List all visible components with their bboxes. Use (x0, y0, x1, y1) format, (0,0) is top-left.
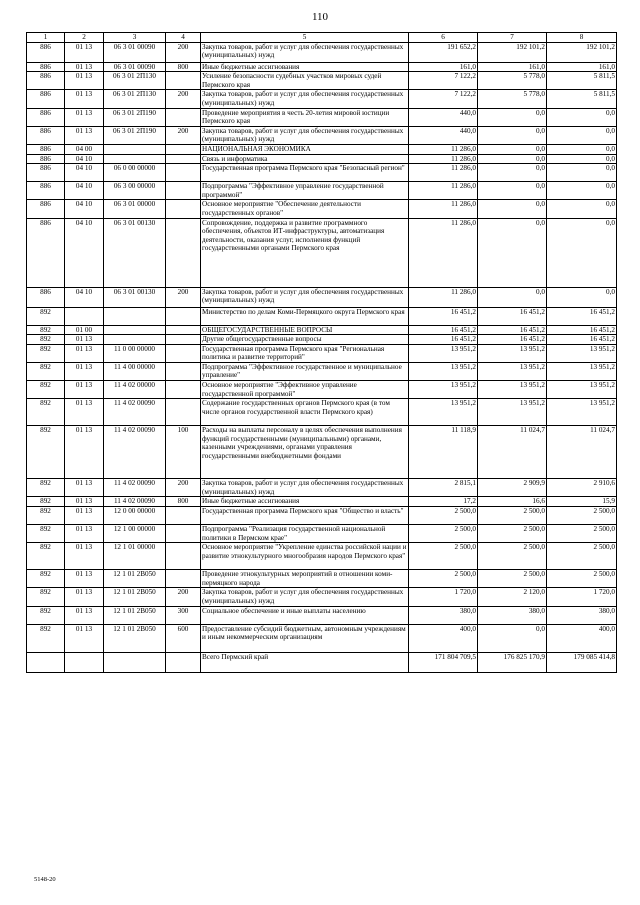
amount-col8: 380,0 (547, 606, 617, 624)
amount-col8: 0,0 (547, 218, 617, 287)
ved-code: 886 (27, 144, 65, 154)
section-code: 01 13 (65, 42, 104, 62)
section-code: 01 13 (65, 72, 104, 90)
ved-code: 892 (27, 507, 65, 525)
amount-col6: 191 652,2 (409, 42, 478, 62)
target-code: 12 1 01 2В050 (104, 624, 166, 652)
item-name: Связь и информатика (201, 154, 409, 164)
target-code (104, 335, 166, 345)
target-code: 06 3 01 00130 (104, 287, 166, 307)
ved-code (27, 652, 65, 672)
table-row (27, 108, 617, 126)
table-row (27, 154, 617, 164)
expense-type (166, 200, 201, 218)
item-name: Основное мероприятие "Эффективное управление государственной программой" (201, 381, 409, 399)
table-row (27, 399, 617, 426)
item-name: Закупка товаров, работ и услуг для обеспечения государственных (муниципальных) нужд (201, 126, 409, 144)
amount-col6: 440,0 (409, 108, 478, 126)
item-name: Закупка товаров, работ и услуг для обеспечения государственных (муниципальных) нужд (201, 479, 409, 497)
expense-type: 300 (166, 606, 201, 624)
item-name: Государственная программа Пермского края "Общество и власть" (201, 507, 409, 525)
expense-type: 200 (166, 126, 201, 144)
expense-type: 600 (166, 624, 201, 652)
amount-col6: 2 500,0 (409, 525, 478, 543)
item-name: Подпрограмма "Реализация государственной национальной политики в Пермском крае" (201, 525, 409, 543)
table-row (27, 426, 617, 479)
expense-type (166, 543, 201, 570)
amount-col6: 16 451,2 (409, 335, 478, 345)
section-code: 01 13 (65, 426, 104, 479)
target-code: 06 3 00 00000 (104, 182, 166, 200)
section-code: 01 13 (65, 381, 104, 399)
item-name: Расходы на выплаты персоналу в целях обеспечения выполнения функций государственными (муниципальными) органами, казенными учреждениями, органами управления государственными внебюджетными фондами (201, 426, 409, 479)
table-row (27, 307, 617, 325)
section-code: 01 13 (65, 588, 104, 606)
amount-col6: 11 286,0 (409, 154, 478, 164)
table-row (27, 90, 617, 108)
target-code: 11 0 00 00000 (104, 344, 166, 362)
expense-type (166, 570, 201, 588)
section-code: 01 13 (65, 624, 104, 652)
amount-col6: 16 451,2 (409, 307, 478, 325)
ved-code: 892 (27, 543, 65, 570)
amount-col7: 0,0 (478, 624, 547, 652)
amount-col6: 13 951,2 (409, 399, 478, 426)
amount-col8: 2 500,0 (547, 570, 617, 588)
target-code (104, 154, 166, 164)
amount-col6: 11 286,0 (409, 287, 478, 307)
amount-col8: 179 085 414,8 (547, 652, 617, 672)
amount-col6: 380,0 (409, 606, 478, 624)
table-row (27, 62, 617, 72)
item-name: Подпрограмма "Эффективное государственное и муниципальное управление" (201, 362, 409, 380)
ved-code: 886 (27, 182, 65, 200)
target-code: 12 1 01 00000 (104, 543, 166, 570)
amount-col7: 5 778,0 (478, 90, 547, 108)
expense-type: 200 (166, 42, 201, 62)
amount-col8: 161,0 (547, 62, 617, 72)
expense-type (166, 182, 201, 200)
expense-type: 200 (166, 287, 201, 307)
amount-col6: 13 951,2 (409, 381, 478, 399)
amount-col6: 171 804 709,5 (409, 652, 478, 672)
section-code: 04 10 (65, 154, 104, 164)
amount-col7: 0,0 (478, 108, 547, 126)
ved-code: 886 (27, 62, 65, 72)
target-code: 11 4 02 00090 (104, 479, 166, 497)
table-row (27, 479, 617, 497)
target-code: 12 1 01 2В050 (104, 570, 166, 588)
amount-col7: 2 500,0 (478, 507, 547, 525)
table-row (27, 652, 617, 672)
column-header: 2 (65, 33, 104, 43)
table-row (27, 362, 617, 380)
amount-col8: 0,0 (547, 154, 617, 164)
ved-code: 892 (27, 570, 65, 588)
ved-code: 892 (27, 399, 65, 426)
target-code: 06 3 01 00090 (104, 42, 166, 62)
target-code: 11 4 02 00090 (104, 426, 166, 479)
ved-code: 892 (27, 624, 65, 652)
ved-code: 892 (27, 307, 65, 325)
table-row (27, 287, 617, 307)
amount-col8: 400,0 (547, 624, 617, 652)
item-name: Сопровождение, поддержка и развитие программного обеспечения, объектов ИТ-инфраструктуры, автоматизация деятельности, оказания услуг, исполнения функций государственными органами Пермского края (201, 218, 409, 287)
target-code: 06 3 01 00090 (104, 62, 166, 72)
table-row (27, 126, 617, 144)
amount-col7: 0,0 (478, 164, 547, 182)
amount-col8: 0,0 (547, 164, 617, 182)
target-code: 11 4 00 00000 (104, 362, 166, 380)
item-name: Государственная программа Пермского края "Региональная политика и развитие территорий" (201, 344, 409, 362)
target-code (104, 307, 166, 325)
ved-code: 886 (27, 200, 65, 218)
amount-col7: 11 024,7 (478, 426, 547, 479)
column-header: 5 (201, 33, 409, 43)
amount-col8: 11 024,7 (547, 426, 617, 479)
section-code: 01 13 (65, 606, 104, 624)
table-row (27, 570, 617, 588)
amount-col8: 0,0 (547, 144, 617, 154)
target-code: 12 1 00 00000 (104, 525, 166, 543)
target-code: 11 4 02 00000 (104, 381, 166, 399)
ved-code: 892 (27, 525, 65, 543)
amount-col7: 16 451,2 (478, 325, 547, 335)
section-code: 04 10 (65, 287, 104, 307)
table-row (27, 200, 617, 218)
section-code: 01 13 (65, 344, 104, 362)
expense-type (166, 154, 201, 164)
table-row (27, 606, 617, 624)
expense-type: 800 (166, 497, 201, 507)
amount-col6: 11 286,0 (409, 144, 478, 154)
section-code: 01 13 (65, 479, 104, 497)
target-code: 06 3 01 00130 (104, 218, 166, 287)
item-name: Закупка товаров, работ и услуг для обеспечения государственных (муниципальных) нужд (201, 588, 409, 606)
table-row (27, 218, 617, 287)
amount-col6: 16 451,2 (409, 325, 478, 335)
amount-col8: 2 500,0 (547, 543, 617, 570)
amount-col8: 13 951,2 (547, 399, 617, 426)
amount-col7: 13 951,2 (478, 362, 547, 380)
amount-col7: 0,0 (478, 218, 547, 287)
amount-col6: 7 122,2 (409, 72, 478, 90)
amount-col7: 0,0 (478, 154, 547, 164)
item-name: Социальное обеспечение и иные выплаты населению (201, 606, 409, 624)
table-row (27, 497, 617, 507)
ved-code: 892 (27, 381, 65, 399)
table-row (27, 507, 617, 525)
amount-col8: 1 720,0 (547, 588, 617, 606)
ved-code: 886 (27, 164, 65, 182)
amount-col8: 13 951,2 (547, 381, 617, 399)
amount-col8: 13 951,2 (547, 362, 617, 380)
section-code: 04 10 (65, 182, 104, 200)
ved-code: 892 (27, 335, 65, 345)
amount-col7: 16,6 (478, 497, 547, 507)
amount-col7: 2 500,0 (478, 570, 547, 588)
table-row (27, 144, 617, 154)
expense-type: 200 (166, 588, 201, 606)
table-row (27, 543, 617, 570)
item-name: ОБЩЕГОСУДАРСТВЕННЫЕ ВОПРОСЫ (201, 325, 409, 335)
section-code: 01 13 (65, 543, 104, 570)
expense-type (166, 507, 201, 525)
expense-type (166, 307, 201, 325)
ved-code: 892 (27, 426, 65, 479)
section-code: 04 10 (65, 218, 104, 287)
amount-col6: 1 720,0 (409, 588, 478, 606)
amount-col6: 2 815,1 (409, 479, 478, 497)
expense-type (166, 652, 201, 672)
target-code (104, 144, 166, 154)
amount-col6: 11 286,0 (409, 200, 478, 218)
amount-col7: 2 500,0 (478, 543, 547, 570)
item-name: Подпрограмма "Эффективное управление государственной программой" (201, 182, 409, 200)
expense-type (166, 108, 201, 126)
target-code: 06 3 01 2П130 (104, 90, 166, 108)
target-code: 06 3 01 2П190 (104, 108, 166, 126)
table-row (27, 525, 617, 543)
ved-code: 886 (27, 42, 65, 62)
amount-col7: 0,0 (478, 287, 547, 307)
item-name: Закупка товаров, работ и услуг для обеспечения государственных (муниципальных) нужд (201, 287, 409, 307)
item-name: Проведение мероприятия в честь 20-летия мировой юстиции Пермского края (201, 108, 409, 126)
column-header: 4 (166, 33, 201, 43)
amount-col6: 2 500,0 (409, 570, 478, 588)
item-name: Закупка товаров, работ и услуг для обеспечения государственных (муниципальных) нужд (201, 42, 409, 62)
section-code: 04 10 (65, 164, 104, 182)
expense-type (166, 335, 201, 345)
amount-col6: 7 122,2 (409, 90, 478, 108)
amount-col8: 0,0 (547, 200, 617, 218)
amount-col8: 16 451,2 (547, 307, 617, 325)
section-code: 01 13 (65, 525, 104, 543)
amount-col7: 380,0 (478, 606, 547, 624)
item-name: Основное мероприятие "Укрепление единства российской нации и развитие этнокультурного многообразия народов Пермского края" (201, 543, 409, 570)
expense-type: 200 (166, 479, 201, 497)
section-code: 01 13 (65, 126, 104, 144)
expense-type (166, 144, 201, 154)
expense-type (166, 72, 201, 90)
expense-type: 200 (166, 90, 201, 108)
footer-code: 5148-20 (34, 876, 56, 883)
expense-type (166, 362, 201, 380)
ved-code: 892 (27, 606, 65, 624)
amount-col6: 13 951,2 (409, 362, 478, 380)
section-code: 01 00 (65, 325, 104, 335)
amount-col8: 13 951,2 (547, 344, 617, 362)
expense-type (166, 325, 201, 335)
section-code: 01 13 (65, 507, 104, 525)
amount-col8: 5 811,5 (547, 90, 617, 108)
section-code: 01 13 (65, 108, 104, 126)
table-row (27, 624, 617, 652)
amount-col6: 400,0 (409, 624, 478, 652)
ved-code: 886 (27, 218, 65, 287)
amount-col6: 13 951,2 (409, 344, 478, 362)
expense-type (166, 218, 201, 287)
amount-col7: 5 778,0 (478, 72, 547, 90)
table-row (27, 588, 617, 606)
amount-col7: 2 500,0 (478, 525, 547, 543)
table-row (27, 344, 617, 362)
amount-col7: 2 909,9 (478, 479, 547, 497)
section-code: 04 00 (65, 144, 104, 154)
page-number: 110 (311, 11, 329, 23)
amount-col6: 11 286,0 (409, 164, 478, 182)
amount-col8: 2 500,0 (547, 525, 617, 543)
ved-code: 886 (27, 287, 65, 307)
item-name: Усиление безопасности судебных участков мировых судей Пермского края (201, 72, 409, 90)
amount-col6: 11 286,0 (409, 218, 478, 287)
section-code: 01 13 (65, 90, 104, 108)
ved-code: 886 (27, 108, 65, 126)
target-code: 06 3 01 2П130 (104, 72, 166, 90)
item-name: НАЦИОНАЛЬНАЯ ЭКОНОМИКА (201, 144, 409, 154)
table-body (27, 42, 617, 672)
ved-code: 892 (27, 325, 65, 335)
item-name: Иные бюджетные ассигнования (201, 62, 409, 72)
table-row (27, 335, 617, 345)
ved-code: 892 (27, 588, 65, 606)
amount-col6: 161,0 (409, 62, 478, 72)
target-code: 11 4 02 00090 (104, 497, 166, 507)
expense-type (166, 164, 201, 182)
amount-col6: 17,2 (409, 497, 478, 507)
amount-col6: 440,0 (409, 126, 478, 144)
table-row (27, 325, 617, 335)
item-name: Всего Пермский край (201, 652, 409, 672)
amount-col7: 16 451,2 (478, 307, 547, 325)
amount-col7: 161,0 (478, 62, 547, 72)
amount-col8: 16 451,2 (547, 335, 617, 345)
table-row (27, 182, 617, 200)
column-header: 1 (27, 33, 65, 43)
section-code (65, 652, 104, 672)
amount-col8: 0,0 (547, 126, 617, 144)
section-code: 01 13 (65, 399, 104, 426)
column-header: 3 (104, 33, 166, 43)
target-code: 12 0 00 00000 (104, 507, 166, 525)
column-header: 6 (409, 33, 478, 43)
target-code: 06 3 01 00000 (104, 200, 166, 218)
section-code (65, 307, 104, 325)
item-name: Закупка товаров, работ и услуг для обеспечения государственных (муниципальных) нужд (201, 90, 409, 108)
expense-type (166, 399, 201, 426)
target-code: 06 0 00 00000 (104, 164, 166, 182)
section-code: 01 13 (65, 497, 104, 507)
amount-col6: 11 286,0 (409, 182, 478, 200)
item-name: Предоставление субсидий бюджетным, автономным учреждениям и иным некоммерческим организациям (201, 624, 409, 652)
target-code: 11 4 02 00090 (104, 399, 166, 426)
ved-code: 892 (27, 344, 65, 362)
amount-col7: 192 101,2 (478, 42, 547, 62)
expense-type: 800 (166, 62, 201, 72)
section-code: 01 13 (65, 362, 104, 380)
amount-col8: 2 500,0 (547, 507, 617, 525)
ved-code: 886 (27, 90, 65, 108)
column-header: 7 (478, 33, 547, 43)
amount-col7: 13 951,2 (478, 399, 547, 426)
item-name: Другие общегосударственные вопросы (201, 335, 409, 345)
expense-type (166, 344, 201, 362)
section-code: 01 13 (65, 570, 104, 588)
amount-col8: 0,0 (547, 108, 617, 126)
amount-col8: 16 451,2 (547, 325, 617, 335)
section-code: 04 10 (65, 200, 104, 218)
amount-col6: 11 118,9 (409, 426, 478, 479)
amount-col8: 5 811,5 (547, 72, 617, 90)
ved-code: 886 (27, 126, 65, 144)
ved-code: 892 (27, 362, 65, 380)
amount-col7: 13 951,2 (478, 381, 547, 399)
amount-col8: 2 910,6 (547, 479, 617, 497)
amount-col7: 176 825 170,9 (478, 652, 547, 672)
target-code (104, 325, 166, 335)
item-name: Проведение этнокультурных мероприятий в отношении коми-пермяцкого народа (201, 570, 409, 588)
item-name: Иные бюджетные ассигнования (201, 497, 409, 507)
amount-col7: 0,0 (478, 126, 547, 144)
ved-code: 886 (27, 72, 65, 90)
expense-type (166, 525, 201, 543)
amount-col7: 13 951,2 (478, 344, 547, 362)
table-header-row (27, 33, 617, 43)
target-code: 12 1 01 2В050 (104, 588, 166, 606)
amount-col6: 2 500,0 (409, 507, 478, 525)
target-code: 12 1 01 2В050 (104, 606, 166, 624)
item-name: Государственная программа Пермского края "Безопасный регион" (201, 164, 409, 182)
ved-code: 892 (27, 479, 65, 497)
ved-code: 886 (27, 154, 65, 164)
table-row (27, 164, 617, 182)
expense-type (166, 381, 201, 399)
amount-col8: 0,0 (547, 182, 617, 200)
amount-col8: 15,9 (547, 497, 617, 507)
amount-col7: 2 120,0 (478, 588, 547, 606)
table-row (27, 381, 617, 399)
table-row (27, 72, 617, 90)
target-code (104, 652, 166, 672)
amount-col8: 192 101,2 (547, 42, 617, 62)
amount-col7: 0,0 (478, 182, 547, 200)
item-name: Министерство по делам Коми-Пермяцкого округа Пермского края (201, 307, 409, 325)
expense-type: 100 (166, 426, 201, 479)
column-header: 8 (547, 33, 617, 43)
amount-col8: 0,0 (547, 287, 617, 307)
budget-table (26, 32, 617, 673)
amount-col6: 2 500,0 (409, 543, 478, 570)
table-row (27, 42, 617, 62)
section-code: 01 13 (65, 335, 104, 345)
target-code: 06 3 01 2П190 (104, 126, 166, 144)
amount-col7: 0,0 (478, 144, 547, 154)
amount-col7: 0,0 (478, 200, 547, 218)
item-name: Содержание государственных органов Пермского края (в том числе органов государственной власти Пермского края) (201, 399, 409, 426)
section-code: 01 13 (65, 62, 104, 72)
ved-code: 892 (27, 497, 65, 507)
item-name: Основное мероприятие "Обеспечение деятельности государственных органов" (201, 200, 409, 218)
amount-col7: 16 451,2 (478, 335, 547, 345)
